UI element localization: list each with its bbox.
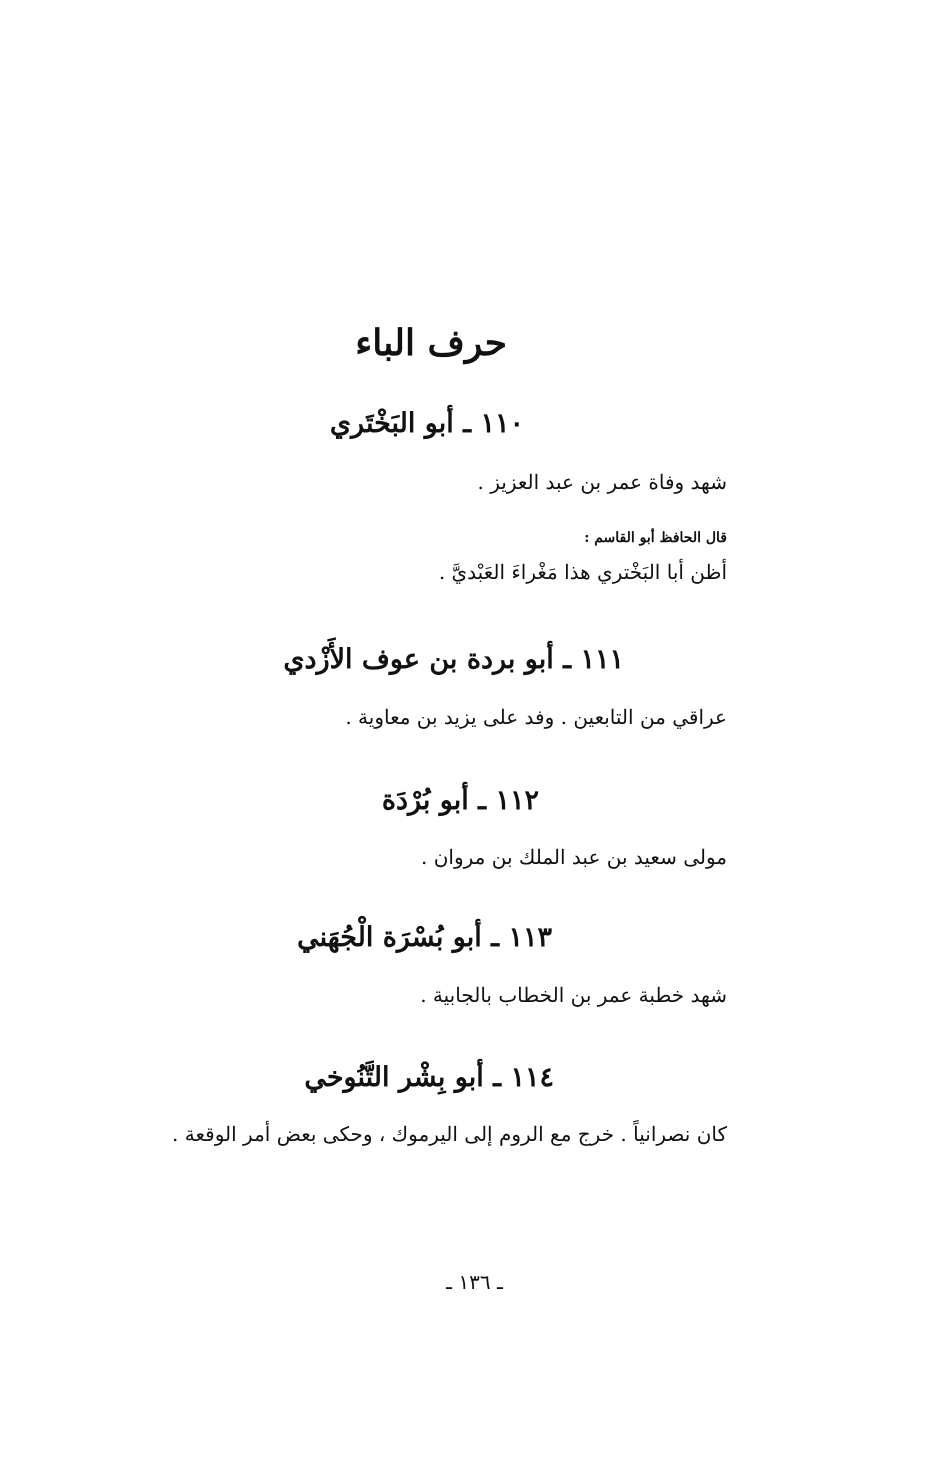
entry-heading-113: ١١٣ ـ أبو بُسْرَة الْجُهَني [297, 922, 552, 953]
entry-text-110-line-2: أظن أبا البَخْتري هذا مَغْراءَ العَبْديَّ . [438, 560, 727, 584]
entry-text-111: عراقي من التابعين . وفد على يزيد بن معاوية . [345, 705, 727, 729]
chapter-title: حرف الباء [355, 322, 507, 364]
entry-heading-112: ١١٢ ـ أبو بُرْدَة [381, 785, 539, 816]
entry-heading-111: ١١١ ـ أبو بردة بن عوف الأَزْدي [283, 644, 624, 675]
entry-text-110-line-1: شهد وفاة عمر بن عبد العزيز . [477, 470, 727, 494]
entry-text-114: كان نصرانياً . خرج مع الروم إلى اليرموك ، وحكى بعض أمر الوقعة . [172, 1122, 727, 1146]
entry-heading-110: ١١٠ ـ أبو البَخْتَري [329, 408, 524, 439]
entry-note-label-110: قال الحافظ أبو القاسم : [584, 530, 727, 546]
entry-text-113: شهد خطبة عمر بن الخطاب بالجابية . [420, 983, 727, 1007]
entry-heading-114: ١١٤ ـ أبو بِشْر التَّنُوخي [304, 1062, 554, 1093]
entry-text-112: مولى سعيد بن عبد الملك بن مروان . [421, 845, 727, 869]
page-number: ـ ١٣٦ ـ [446, 1270, 503, 1294]
